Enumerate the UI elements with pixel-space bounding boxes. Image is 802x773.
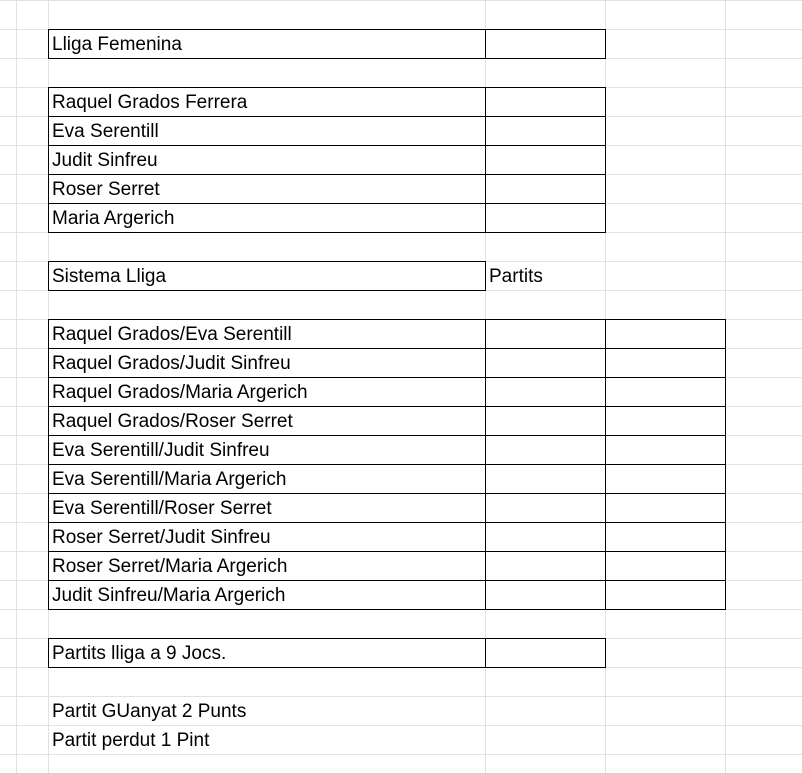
match-score-cell[interactable]	[605, 406, 726, 436]
match-label: Eva Serentill/Judit Sinfreu	[52, 440, 270, 461]
player-value-cell[interactable]	[485, 174, 606, 204]
title-value-cell[interactable]	[485, 29, 606, 59]
player-name: Judit Sinfreu	[52, 150, 158, 171]
player-name: Maria Argerich	[52, 208, 175, 229]
match-score-cell[interactable]	[485, 522, 606, 552]
match-score-cell[interactable]	[485, 464, 606, 494]
match-score-cell[interactable]	[605, 551, 726, 581]
match-label: Raquel Grados/Judit Sinfreu	[52, 353, 291, 374]
player-name: Raquel Grados Ferrera	[52, 92, 248, 113]
match-label: Judit Sinfreu/Maria Argerich	[52, 585, 286, 606]
match-label: Raquel Grados/Eva Serentill	[52, 324, 292, 345]
league-note: Partits lliga a 9 Jocs.	[52, 643, 227, 664]
match-label: Roser Serret/Judit Sinfreu	[52, 527, 271, 548]
match-score-cell[interactable]	[605, 464, 726, 494]
player-name: Roser Serret	[52, 179, 160, 200]
match-label: Raquel Grados/Maria Argerich	[52, 382, 308, 403]
system-label: Sistema Lliga	[52, 266, 167, 287]
match-score-cell[interactable]	[605, 319, 726, 349]
match-label: Eva Serentill/Maria Argerich	[52, 469, 287, 490]
match-score-cell[interactable]	[605, 580, 726, 610]
match-score-cell[interactable]	[485, 493, 606, 523]
rule-won: Partit GUanyat 2 Punts	[52, 701, 247, 722]
rule-lost: Partit perdut 1 Pint	[52, 730, 210, 751]
match-label: Roser Serret/Maria Argerich	[52, 556, 288, 577]
partits-header: Partits	[489, 266, 543, 287]
player-value-cell[interactable]	[485, 145, 606, 175]
player-value-cell[interactable]	[485, 87, 606, 117]
match-score-cell[interactable]	[605, 377, 726, 407]
match-score-cell[interactable]	[485, 435, 606, 465]
player-name: Eva Serentill	[52, 121, 159, 142]
match-score-cell[interactable]	[485, 580, 606, 610]
player-value-cell[interactable]	[485, 116, 606, 146]
match-label: Raquel Grados/Roser Serret	[52, 411, 293, 432]
league-note-value-cell[interactable]	[485, 638, 606, 668]
match-score-cell[interactable]	[485, 348, 606, 378]
match-score-cell[interactable]	[485, 319, 606, 349]
match-score-cell[interactable]	[485, 377, 606, 407]
match-label: Eva Serentill/Roser Serret	[52, 498, 272, 519]
match-score-cell[interactable]	[605, 435, 726, 465]
match-score-cell[interactable]	[605, 522, 726, 552]
grid-line	[0, 0, 802, 1]
match-score-cell[interactable]	[605, 348, 726, 378]
match-score-cell[interactable]	[485, 551, 606, 581]
player-value-cell[interactable]	[485, 203, 606, 233]
sheet-title: Lliga Femenina	[52, 34, 182, 55]
match-score-cell[interactable]	[485, 406, 606, 436]
match-score-cell[interactable]	[605, 493, 726, 523]
